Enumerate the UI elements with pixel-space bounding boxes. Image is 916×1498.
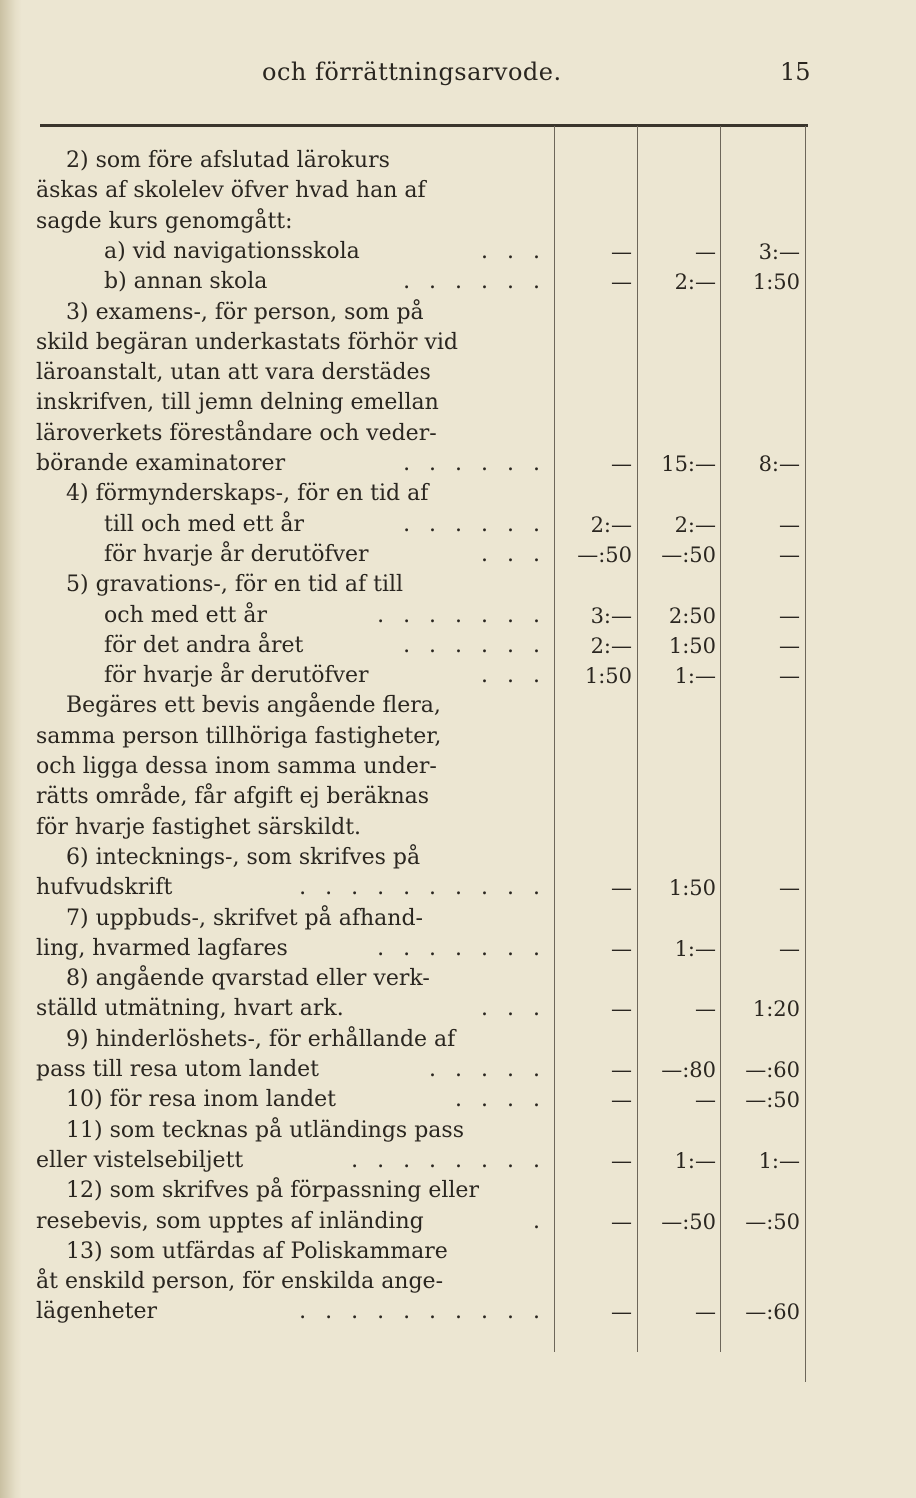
table-row	[36, 904, 806, 934]
table-row	[36, 1055, 806, 1085]
table-row	[36, 510, 806, 540]
row-text: ställd utmätning, hvart ark.	[36, 996, 344, 1022]
row-text: 12) som skrifves på förpassning eller	[66, 1178, 479, 1204]
row-text: inskrifven, till jemn delning emellan	[36, 390, 439, 416]
table-row	[36, 237, 806, 267]
row-text: 7) uppbuds-, skrifvet på afhand-	[66, 905, 423, 931]
fee-c2: 2:—	[674, 512, 716, 537]
table-row	[36, 691, 806, 721]
fee-c2: —	[695, 1300, 716, 1325]
fee-c3: 1:20	[752, 997, 800, 1022]
leader-dots: . . .	[481, 541, 546, 567]
table-row	[36, 873, 806, 903]
leader-dots: . . .	[481, 663, 546, 689]
fee-c1: 2:—	[590, 512, 632, 537]
row-text: sagde kurs genomgått:	[36, 208, 293, 234]
row-text: för det andra året	[104, 632, 304, 658]
table-row	[36, 449, 806, 479]
fee-c3: 8:—	[758, 452, 800, 476]
row-text: Begäres ett bevis angående flera,	[66, 693, 441, 719]
fee-c2: 2:50	[668, 603, 716, 628]
fee-c2: 1:—	[674, 1148, 716, 1173]
fee-c2: 1:50	[668, 633, 716, 658]
table-row	[36, 176, 806, 206]
leader-dots: . . . . . . . . . .	[299, 1299, 546, 1325]
row-text: a) vid navigationsskola	[104, 238, 360, 264]
fee-c2: 1:50	[668, 876, 716, 901]
fee-c1: —	[611, 452, 632, 476]
table-row	[36, 1237, 806, 1267]
row-text: 2) som före afslutad lärokurs	[66, 148, 390, 173]
fee-c3: 3:—	[758, 239, 800, 264]
row-text: pass till resa utom landet	[36, 1057, 320, 1082]
row-text: 13) som utfärdas af Poliskammare	[66, 1238, 448, 1264]
row-text: äskas af skolelev öfver hvad han af	[36, 178, 426, 204]
fee-c3: —:60	[745, 1300, 800, 1325]
fee-c1: —	[611, 1058, 632, 1082]
table-row	[36, 388, 806, 418]
fee-c1: —	[611, 1088, 632, 1113]
row-text: 9) hinderlöshets-, för erhållande af	[66, 1026, 456, 1052]
table-row	[36, 631, 806, 661]
row-text: skild begäran underkastats förhör vid	[36, 329, 459, 355]
table-row	[36, 419, 806, 449]
row-text: åt enskild person, för enskilda ange-	[36, 1269, 444, 1295]
fee-c3: —	[779, 936, 800, 961]
fee-c2: —	[695, 239, 716, 264]
fee-c3: —:50	[745, 1209, 800, 1234]
table-row	[36, 1267, 806, 1297]
fee-c3: —	[779, 542, 800, 567]
running-header	[0, 58, 916, 92]
table-row	[36, 540, 806, 570]
fee-c2: —:50	[661, 1209, 716, 1234]
fee-c3: 1:50	[752, 270, 800, 295]
fee-c1: 2:—	[590, 633, 632, 658]
row-text: börande examinatorer	[36, 451, 286, 476]
table-row	[36, 328, 806, 358]
table-row	[36, 298, 806, 328]
table-row	[36, 1176, 806, 1206]
table-row	[36, 267, 806, 297]
fee-c2: 1:—	[674, 936, 716, 961]
table-row	[36, 813, 806, 843]
row-text: 4) förmynderskaps-, för en tid af	[66, 481, 429, 507]
row-text: b) annan skola	[104, 269, 268, 295]
row-text: ling, hvarmed lagfares	[36, 935, 288, 961]
table-row	[36, 843, 806, 873]
leader-dots: .	[533, 1208, 546, 1234]
table-row	[36, 752, 806, 782]
table-row	[36, 1146, 806, 1176]
row-text: för hvarje fastighet särskildt.	[36, 814, 362, 840]
table-row	[36, 964, 806, 994]
leader-dots: . . . . . . . .	[351, 1147, 546, 1173]
table-row	[36, 1116, 806, 1146]
row-text: 11) som tecknas på utländings pass	[66, 1117, 464, 1143]
table-row	[36, 146, 806, 176]
row-text: och med ett år	[104, 602, 268, 628]
table-row	[36, 722, 806, 752]
page-number: 15	[780, 58, 811, 86]
leader-dots: . . . . .	[429, 1057, 546, 1082]
leader-dots: . . . .	[455, 1087, 546, 1113]
fee-c2: 15:—	[661, 452, 716, 476]
leader-dots: . . .	[481, 238, 546, 264]
row-text: till och med ett år	[104, 511, 304, 537]
fee-c2: —	[695, 997, 716, 1022]
table-row	[36, 570, 806, 600]
row-text: 6) intecknings-, som skrifves på	[66, 844, 421, 870]
row-text: samma person tillhöriga fastigheter,	[36, 723, 442, 749]
fee-c1: —	[611, 997, 632, 1022]
fee-c3: —	[779, 633, 800, 658]
fee-c2: —:50	[661, 542, 716, 567]
fee-c3: —	[779, 664, 800, 689]
fee-c3: —:50	[745, 1088, 800, 1113]
fee-c2: 2:—	[674, 270, 716, 295]
row-text: och ligga dessa inom samma under-	[36, 754, 437, 779]
leader-dots: . . . . . . .	[377, 602, 546, 628]
fee-c2: 1:—	[674, 664, 716, 689]
page-edge	[0, 0, 22, 1498]
row-text: för hvarje år derutöfver	[104, 663, 369, 689]
fee-c3: —	[779, 876, 800, 901]
row-text: lägenheter	[36, 1299, 157, 1325]
leader-dots: . . . . . . .	[377, 935, 546, 961]
fee-c2: —	[695, 1088, 716, 1113]
table-row	[36, 358, 806, 388]
leader-dots: . . .	[481, 996, 546, 1022]
table-row	[36, 1025, 806, 1055]
fee-c1: 1:50	[584, 664, 632, 689]
row-text: rätts område, får afgift ej beräknas	[36, 784, 430, 810]
header-title: och förrättningsarvode.	[262, 58, 562, 86]
fee-c2: —:80	[661, 1058, 716, 1082]
row-text: för hvarje år derutöfver	[104, 541, 369, 567]
table-row	[36, 994, 806, 1024]
fee-c1: —	[611, 270, 632, 295]
fee-c3: —	[779, 512, 800, 537]
row-text: läroanstalt, utan att vara derstädes	[36, 360, 431, 386]
leader-dots: . . . . . .	[403, 269, 546, 295]
table-row	[36, 479, 806, 509]
fee-c1: —:50	[577, 542, 632, 567]
leader-dots: . . . . . .	[403, 632, 546, 658]
fee-c1: 3:—	[590, 603, 632, 628]
fee-c3: —:60	[745, 1058, 800, 1082]
row-text: eller vistelsebiljett	[36, 1147, 244, 1173]
top-rule	[40, 124, 808, 127]
row-text: 3) examens-, för person, som på	[66, 299, 424, 325]
table-row	[36, 782, 806, 812]
fee-c1: —	[611, 1148, 632, 1173]
fee-c3: —	[779, 603, 800, 628]
row-text: resebevis, som upptes af inländing	[36, 1208, 424, 1234]
fee-c1: —	[611, 1300, 632, 1325]
fee-c1: —	[611, 1209, 632, 1234]
table-row	[36, 1085, 806, 1115]
row-text: hufvudskrift	[36, 875, 173, 901]
leader-dots: . . . . . . . . . .	[299, 875, 546, 901]
leader-dots: . . . . . .	[403, 511, 546, 537]
row-text: 10) för resa inom landet	[66, 1087, 336, 1113]
fee-c1: —	[611, 936, 632, 961]
fee-c1: —	[611, 239, 632, 264]
row-text: 8) angående qvarstad eller verk-	[66, 966, 430, 992]
table-row	[36, 1297, 806, 1327]
table-row	[36, 1207, 806, 1237]
row-text: läroverkets föreståndare och veder-	[36, 420, 437, 446]
table-row	[36, 661, 806, 691]
leader-dots: . . . . . .	[403, 451, 546, 476]
fee-c3: 1:—	[758, 1148, 800, 1173]
fee-c1: —	[611, 876, 632, 901]
table-row	[36, 934, 806, 964]
table-row	[36, 601, 806, 631]
table-row	[36, 207, 806, 237]
row-text: 5) gravations-, för en tid af till	[66, 572, 404, 598]
